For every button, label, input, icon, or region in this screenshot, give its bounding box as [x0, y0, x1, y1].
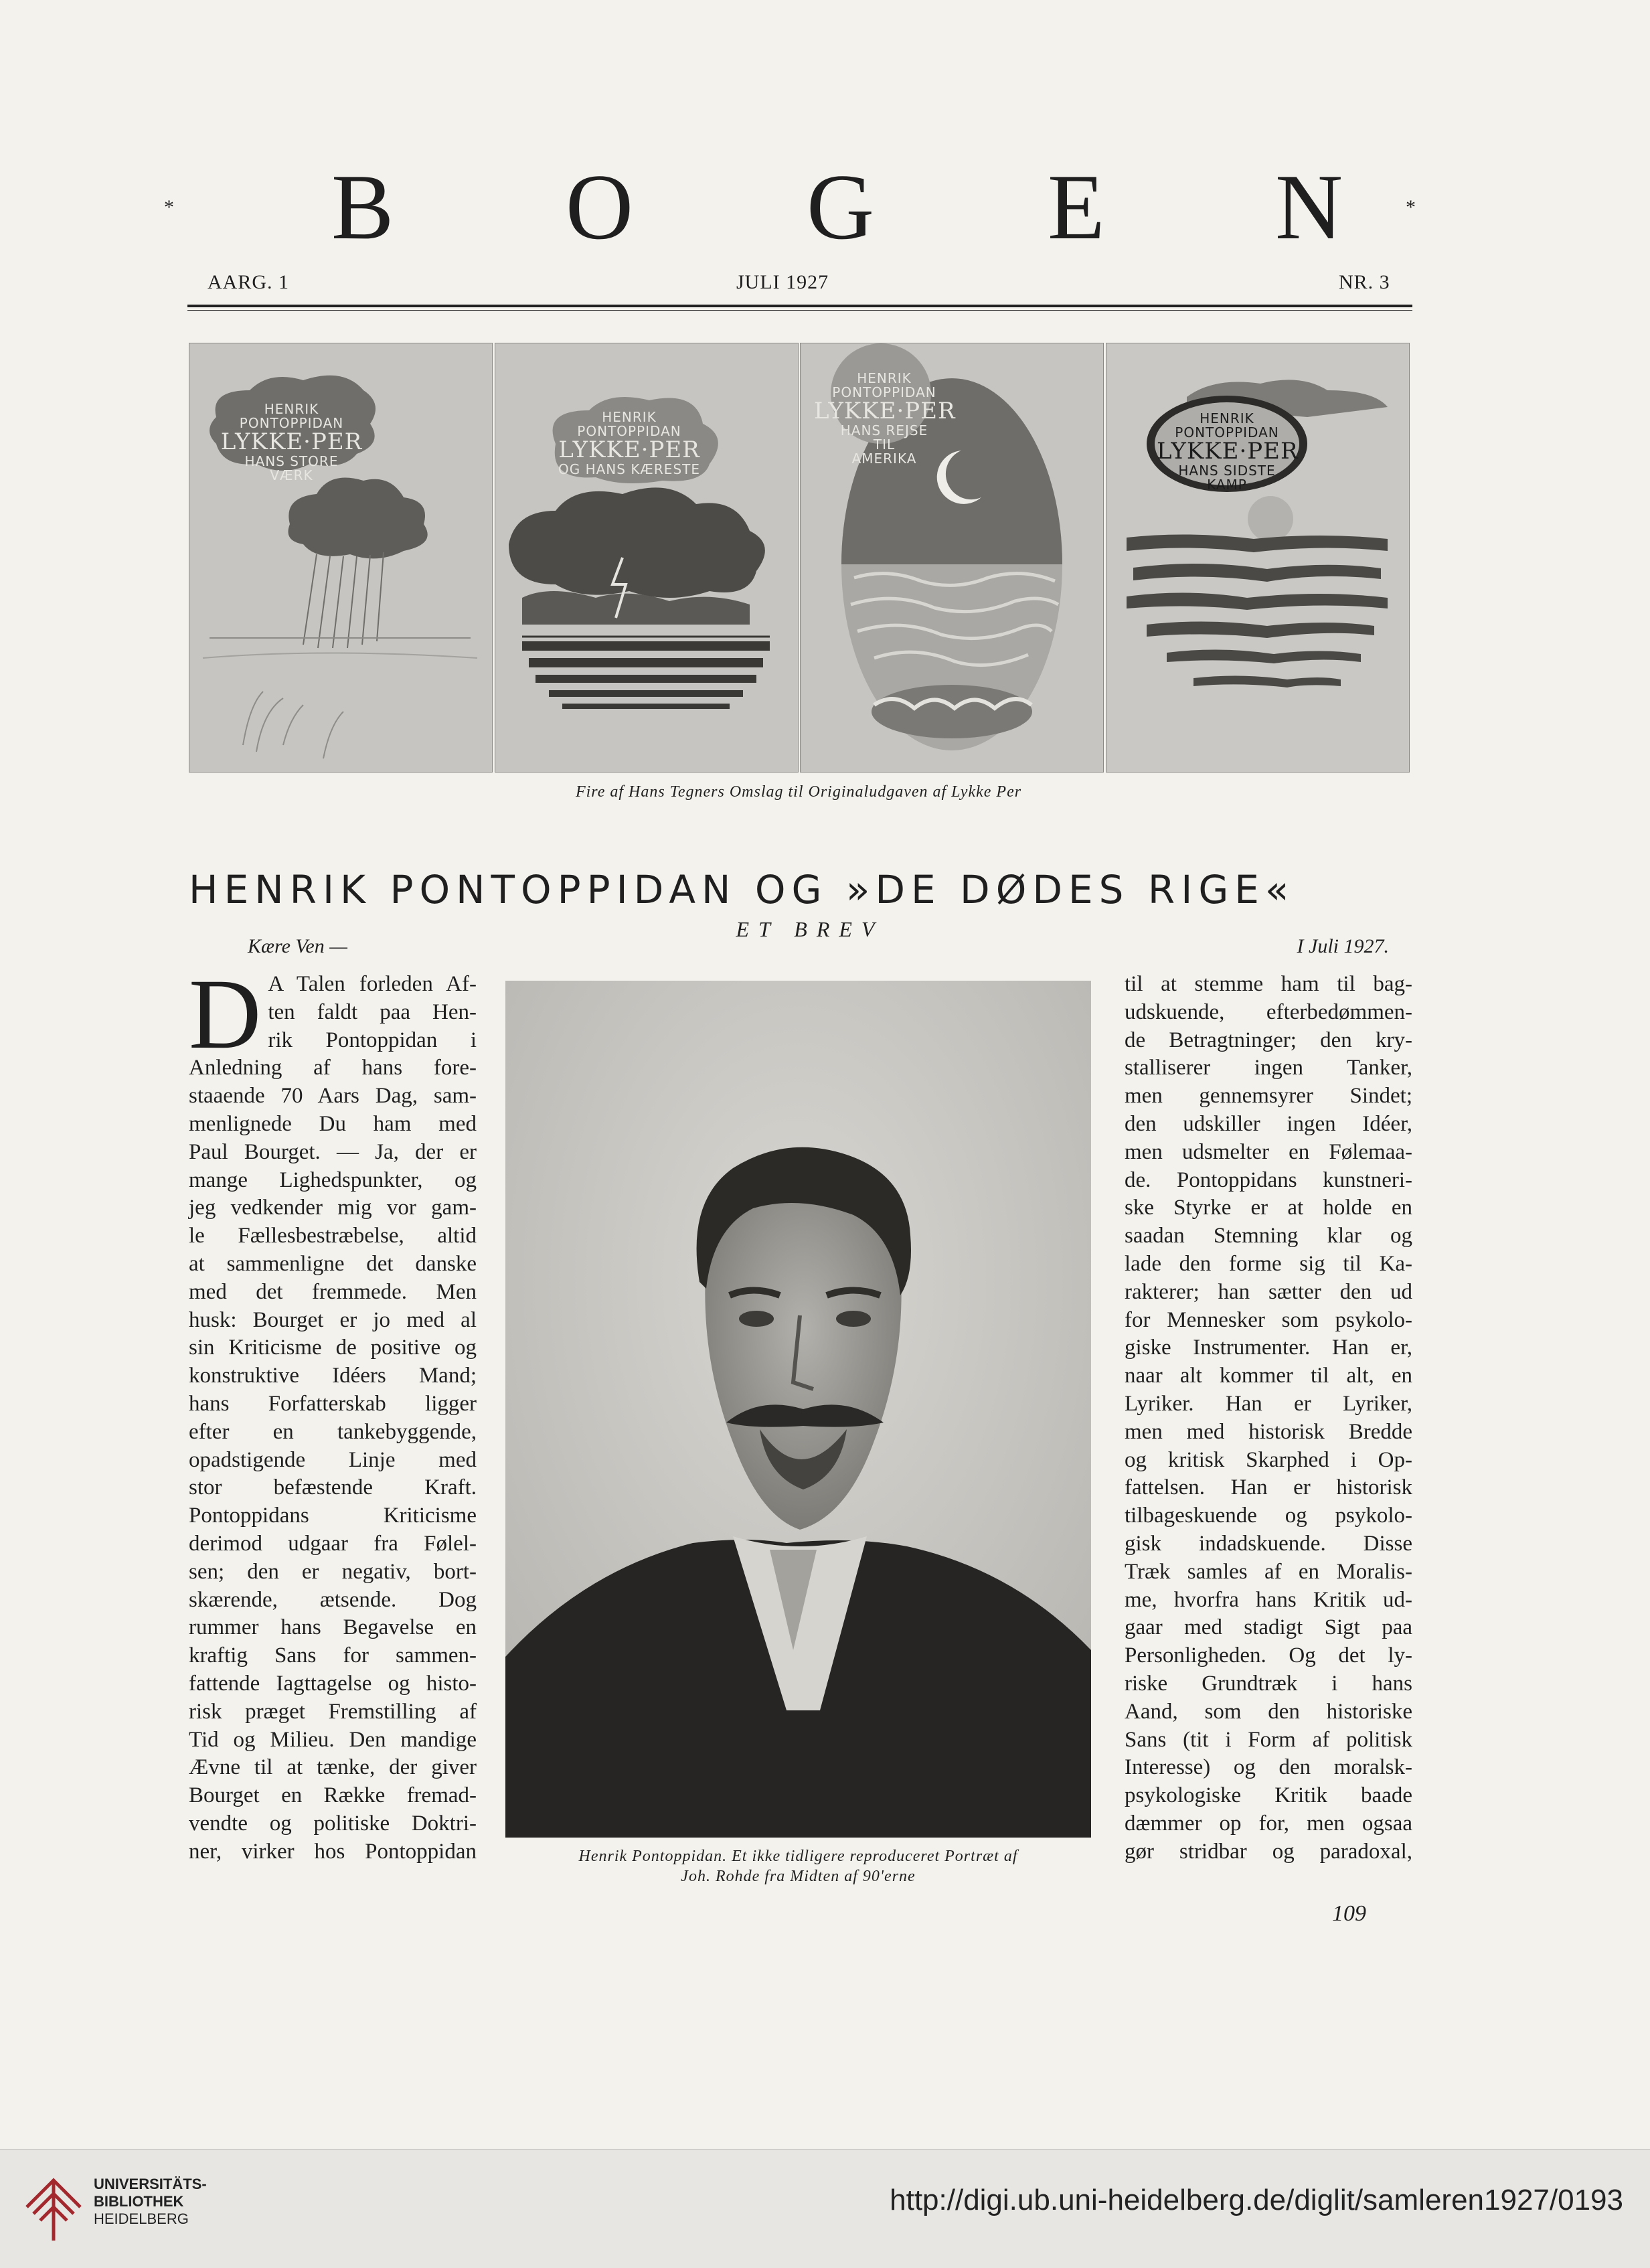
text-line: gisk indadskuende. Disse [1125, 1531, 1412, 1556]
text-line: men med historisk Bredde [1125, 1419, 1412, 1444]
cover-illustration-3 [800, 343, 1104, 773]
text-line: Interesse) og den moralsk- [1125, 1755, 1412, 1780]
text-line: saadan Stemning klar og [1125, 1224, 1412, 1248]
permalink-url[interactable]: http://digi.ub.uni-heidelberg.de/diglit/samleren1927/0193 [890, 2184, 1623, 2216]
text-line: efter en tankebyggende, [189, 1419, 477, 1444]
masthead-rule-thick [187, 305, 1412, 307]
text-line: skærende, ætsende. Dog [189, 1587, 477, 1612]
text-line: ten faldt paa Hen- [268, 999, 477, 1024]
cover-illustration-1 [189, 343, 493, 773]
text-line: Lyriker. Han er Lyriker, [1125, 1391, 1412, 1416]
text-line: Anledning af hans fore- [189, 1056, 477, 1080]
masthead-star-left: * [164, 196, 174, 218]
text-line: Paul Bourget. — Ja, der er [189, 1139, 477, 1164]
text-line: at sammenligne det danske [189, 1251, 477, 1276]
cover-label: HENRIK PONTOPPIDAN LYKKE·PER OG HANS KÆRESTE [558, 409, 700, 477]
masthead-letter: B [331, 155, 394, 259]
text-line: Sans (tit i Form af politisk [1125, 1727, 1412, 1752]
text-line: Bourget en Række fremad- [189, 1783, 477, 1808]
article-subtitle: ET BREV [736, 917, 884, 941]
cover-illustration-2 [495, 343, 799, 773]
cover-label: HENRIK PONTOPPIDAN LYKKE·PER HANS SIDSTE KAMP [1157, 410, 1299, 493]
text-line: Personligheden. Og det ly- [1125, 1643, 1412, 1668]
volume-label: AARG. 1 [208, 271, 290, 293]
text-line: Aand, som den historiske [1125, 1699, 1412, 1724]
text-line: til at stemme ham til bag- [1125, 972, 1412, 996]
portrait-painting [505, 981, 1091, 1838]
portrait-image [505, 981, 1091, 1838]
right-column-lines [1125, 971, 1412, 1866]
text-line: tilbageskuende og psykolo- [1125, 1504, 1412, 1528]
cover-illustration-4 [1106, 343, 1410, 773]
dateline: I Juli 1927. [1297, 935, 1389, 957]
text-line: stor befæstende Kraft. [189, 1475, 477, 1500]
article-title: HENRIK PONTOPPIDAN OG »DE DØDES RIGE« [189, 867, 1295, 912]
masthead-letter: O [566, 155, 634, 259]
text-line: naar alt kommer til alt, en [1125, 1364, 1412, 1388]
library-name: UNIVERSITÄTS- BIBLIOTHEK HEIDELBERG [94, 2176, 207, 2227]
masthead [164, 157, 1422, 258]
issue-number: NR. 3 [1339, 271, 1390, 293]
right-text-column [1125, 971, 1412, 1866]
text-line: og kritisk Skarphed i Op- [1125, 1447, 1412, 1472]
text-line: rakterer; han sætter den ud [1125, 1279, 1412, 1304]
text-line: for Mennesker som psykolo- [1125, 1307, 1412, 1332]
text-line: stalliserer ingen Tanker, [1125, 1056, 1412, 1080]
portrait-caption: Henrik Pontoppidan. Et ikke tidligere reproduceret Portræt af Joh. Rohde fra Midten af 90'erne [578, 1848, 1018, 1885]
masthead-letter: E [1048, 155, 1105, 259]
text-line: konstruktive Idéers Mand; [189, 1364, 477, 1388]
text-line: le Fællesbestræbelse, altid [189, 1224, 477, 1248]
text-line: kraftig Sans for sammen- [189, 1643, 477, 1668]
text-line: men gennemsyrer Sindet; [1125, 1084, 1412, 1109]
text-line: mange Lighedspunkter, og [189, 1167, 477, 1192]
cover-illustrations-caption: Fire af Hans Tegners Omslag til Originaludgaven af Lykke Per [575, 783, 1022, 801]
text-line: Træk samles af en Moralis- [1125, 1559, 1412, 1584]
text-line: gør stridbar og paradoxal, [1125, 1839, 1412, 1864]
drop-cap: D [189, 959, 262, 1070]
text-line: ner, virker hos Pontoppidan [189, 1839, 477, 1864]
text-line: vendte og politiske Doktri- [189, 1811, 477, 1836]
text-line: den udskiller ingen Idéer, [1125, 1111, 1412, 1136]
text-line: rik Pontoppidan i [268, 1028, 477, 1052]
masthead-letter: N [1275, 155, 1343, 259]
text-line: rummer hans Begavelse en [189, 1615, 477, 1640]
text-line: gaar med stadigt Sigt paa [1125, 1615, 1412, 1640]
text-line: opadstigende Linje med [189, 1447, 477, 1472]
text-line: staaende 70 Aars Dag, sam- [189, 1084, 477, 1109]
cover-illustrations [189, 343, 1408, 771]
text-line: riske Grundtræk i hans [1125, 1671, 1412, 1696]
text-line: giske Instrumenter. Han er, [1125, 1335, 1412, 1360]
text-line: men udsmelter en Følemaa- [1125, 1139, 1412, 1164]
cover-label: HENRIK PONTOPPIDAN LYKKE·PER HANS REJSE TIL AMERIKA [814, 370, 956, 467]
issue-date: JULI 1927 [736, 271, 829, 293]
text-line: dæmmer op for, men ogsaa [1125, 1811, 1412, 1836]
text-line: udskuende, efterbedømmen- [1125, 999, 1412, 1024]
masthead-letter: G [807, 155, 875, 259]
text-line: Ævne til at tænke, der giver [189, 1755, 477, 1780]
text-line: menlignede Du ham med [189, 1111, 477, 1136]
text-line: derimod udgaar fra Følel- [189, 1531, 477, 1556]
text-line: lade den forme sig til Ka- [1125, 1251, 1412, 1276]
text-line: A Talen forleden Af- [268, 972, 477, 996]
digitization-footer [0, 2149, 1650, 2268]
text-line: me, hvorfra hans Kritik ud- [1125, 1587, 1412, 1612]
masthead-rule-thin [187, 310, 1412, 311]
text-line: Pontoppidans Kriticisme [189, 1504, 477, 1528]
left-column-lines [189, 959, 477, 1866]
masthead-star-right: * [1406, 196, 1416, 218]
text-line: de Betragtninger; den kry- [1125, 1028, 1412, 1052]
text-line: ske Styrke er at holde en [1125, 1196, 1412, 1220]
text-line: fattelsen. Han er historisk [1125, 1475, 1412, 1500]
text-line: psykologiske Kritik baade [1125, 1783, 1412, 1808]
text-line: risk præget Fremstilling af [189, 1699, 477, 1724]
text-line: fattende Iagttagelse og histo- [189, 1671, 477, 1696]
text-line: sen; den er negativ, bort- [189, 1559, 477, 1584]
cover-label: HENRIK PONTOPPIDAN LYKKE·PER HANS STORE VÆRK [220, 401, 363, 483]
text-line: med det fremmede. Men [189, 1279, 477, 1304]
text-line: husk: Bourget er jo med al [189, 1307, 477, 1332]
issue-line [208, 271, 1399, 298]
text-line: Tid og Milieu. Den mandige [189, 1727, 477, 1752]
text-line: hans Forfatterskab ligger [189, 1391, 477, 1416]
page-number: 109 [1332, 1901, 1366, 1926]
text-line: sin Kriticisme de positive og [189, 1335, 477, 1360]
library-logo-icon [20, 2167, 87, 2247]
salutation: Kære Ven — [248, 935, 347, 957]
text-line: jeg vedkender mig vor gam- [189, 1196, 477, 1220]
text-line: de. Pontoppidans kunstneri- [1125, 1167, 1412, 1192]
left-text-column [189, 959, 477, 1866]
